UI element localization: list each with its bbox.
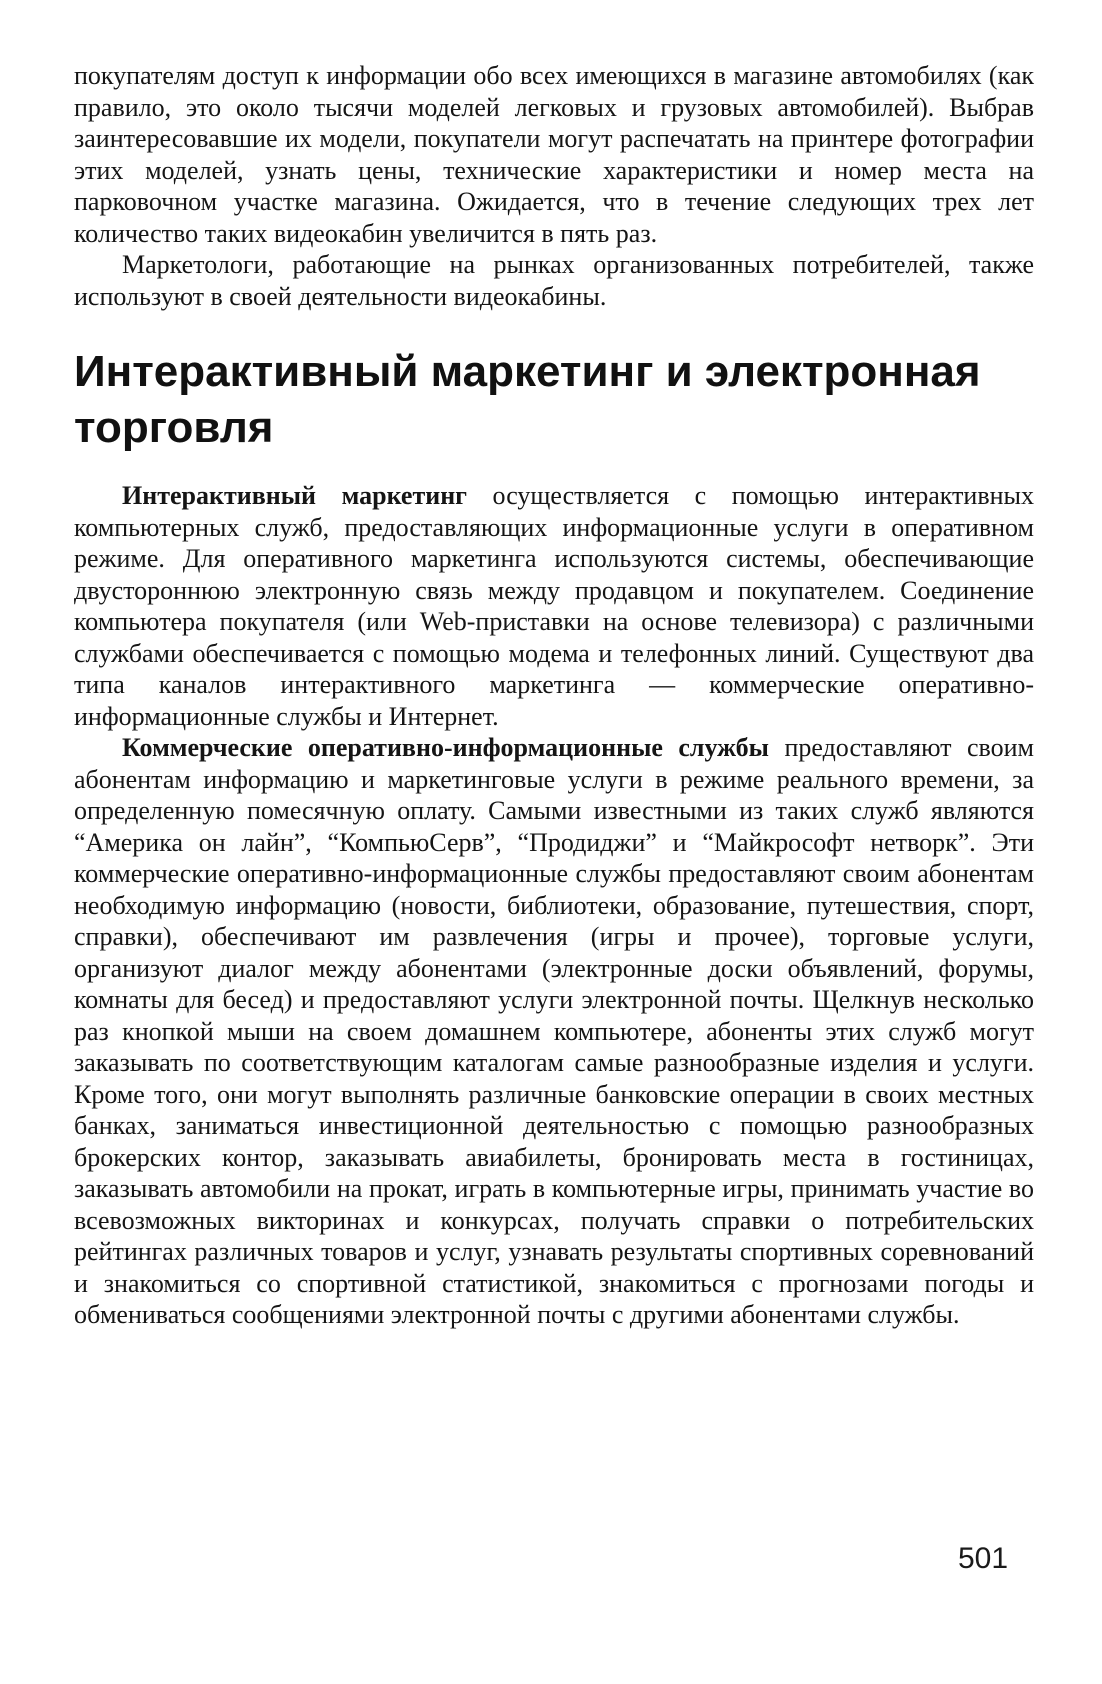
page-number: 501 [958,1542,1009,1575]
section-title-line-1: Интерактивный маркетинг и электронная [74,347,981,396]
section-title [74,344,1034,456]
interactive-marketing-text: осуществляется с помощью интерактивных компьютерных служб, предоставляющих информационные услуги в оперативном режиме. Для оперативного маркетинга используются системы, обеспечивающие двустороннюю электронную связь между продавцом и покупателем. Соединение компьютера покупателя (или Web-приставки на основе телевизора) с различными службами обеспечивается с помощью модема и телефонных линий. Существуют два типа каналов интерактивного маркетинга — коммерческие оперативно-информационные службы и Интернет. [74,481,1034,731]
term-interactive-marketing: Интерактивный маркетинг [122,481,467,510]
online-services-text: предоставляют своим абонентам информацию и маркетинговые услуги в режиме реального времени, за определенную помесячную оплату. Самыми известными из таких служб являются “Америка он лайн”, “КомпьюСерв”, “Продиджи” и “Майкрософт нетворк”. Эти коммерческие оперативно-информационные службы предоставляют своим абонентам необходимую информацию (новости, библиотеки, образование, путешествия, спорт, справки), обеспечивают им развлечения (игры и прочее), торговые услуги, организуют диалог между абонентами (электронные доски объявлений, форумы, комнаты для бесед) и предоставляют услуги электронной почты. Щелкнув несколько раз кнопкой мыши на своем домашнем компьютере, абоненты этих служб могут заказывать по соответствующим каталогам самые разнообразные изделия и услуги. Кроме того, они могут выполнять различные банковские операции в своих местных банках, заниматься инвестиционной деятельностью с помощью разнообразных брокерских контор, заказывать авиабилеты, бронировать места в гостиницах, заказывать автомобили на прокат, играть в компьютерные игры, принимать участие во всевозможных викторинах и конкурсах, получать справки о потребительских рейтингах различных товаров и услуг, узнавать результаты спортивных соревнований и знакомиться со спортивной статистикой, знакомиться с прогнозами погоды и обмениваться сообщениями электронной почты с другими абонентами службы. [74,733,1034,1329]
term-online-services: Коммерческие оперативно-информационные службы [122,733,769,762]
interactive-marketing-paragraph [74,480,1034,732]
online-services-paragraph [74,732,1034,1331]
section-title-line-2: торговля [74,403,274,452]
page-body [74,60,1034,1331]
intro-paragraph-marketers: Маркетологи, работающие на рынках организованных потребителей, также используют в своей деятельности видеокабины. [74,250,1034,311]
intro-paragraph-continued: покупателям доступ к информации обо всех имеющихся в магазине автомобилях (как правило, это около тысячи моделей легковых и грузовых автомобилей). Выбрав заинтересовавшие их модели, покупатели могут распечатать на принтере фотографии этих моделей, узнать цены, технические характеристики и номер места на парковочном участке магазина. Ожидается, что в течение следующих трех лет количество таких видеокабин увеличится в пять раз. [74,61,1034,248]
